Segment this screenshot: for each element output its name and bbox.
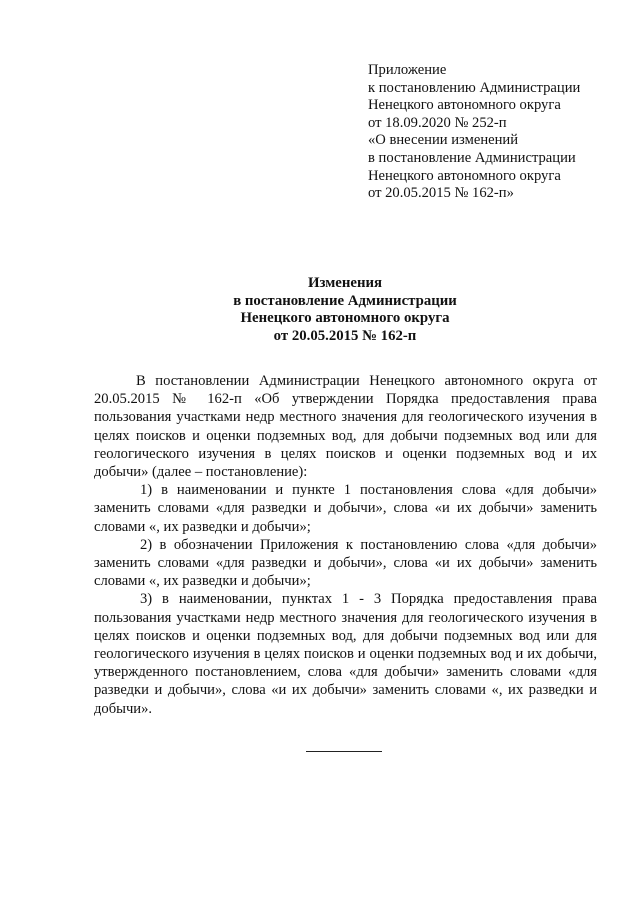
body-paragraph-intro: В постановлении Администрации Ненецкого автономного округа от 20.05.2015 № 162-п «Об утверждении Порядка предоставления права пользования участками недр местного значения для геологического изучения в целях поисков и оценки подземных вод, для добычи подземных вод или для геологического изучения в целях поисков и оценки подземных вод и их добычи» (далее – постановление): <box>94 373 597 481</box>
appendix-line: Ненецкого автономного округа <box>368 167 561 184</box>
document-body <box>94 372 597 718</box>
appendix-line: от 20.05.2015 № 162-п» <box>368 185 514 202</box>
title-line: в постановление Администрации <box>233 292 457 309</box>
title-line: Ненецкого автономного округа <box>240 310 450 327</box>
appendix-line: Приложение <box>368 62 447 78</box>
body-paragraph-item-2: 2) в обозначении Приложения к постановлению слова «для добычи» заменить словами «для разведки и добычи», слова «и их добычи» заменить словами «, их разведки и добычи»; <box>94 536 597 590</box>
body-paragraph-item-3: 3) в наименовании, пунктах 1 - 3 Порядка предоставления права пользования участками недр местного значения для геологического изучения в целях поисков и оценки подземных вод, для добычи подземных вод или для геологического изучения в целях поисков и оценки подземных вод и их добычи, утвержденного постановлением, слова «для добычи» заменить словами «для разведки и добычи», слова «и их добычи» заменить словами «, их разведки и добычи». <box>94 591 597 717</box>
title-line: Изменения <box>307 275 383 291</box>
body-paragraph-item-1: 1) в наименовании и пункте 1 постановления слова «для добычи» заменить словами «для разведки и добычи», слова «и их добычи» заменить словами «, их разведки и добычи»; <box>94 482 597 535</box>
appendix-line: «О внесении изменений <box>368 132 519 149</box>
appendix-line: в постановление Администрации <box>368 149 576 166</box>
appendix-header <box>368 62 618 203</box>
title-line: от 20.05.2015 № 162-п <box>273 327 417 344</box>
end-divider <box>306 751 382 752</box>
document-title <box>150 275 540 345</box>
appendix-line: Ненецкого автономного округа <box>368 97 561 114</box>
appendix-line: от 18.09.2020 № 252-п <box>368 114 507 131</box>
appendix-line: к постановлению Администрации <box>368 79 581 96</box>
